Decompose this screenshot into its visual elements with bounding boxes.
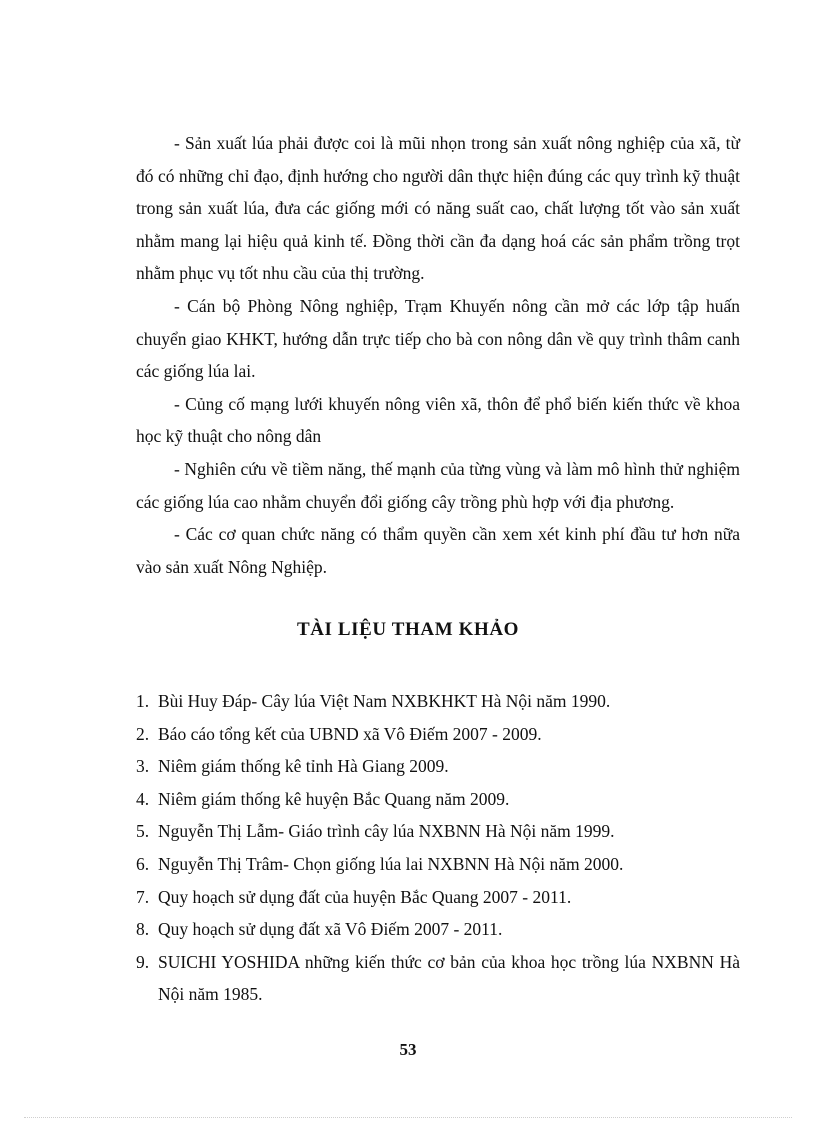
reference-item xyxy=(136,750,740,783)
paragraph: - Cán bộ Phòng Nông nghiệp, Trạm Khuyến nông cần mở các lớp tập huấn chuyển giao KHKT, hướng dẫn trực tiếp cho bà con nông dân về quy trình thâm canh các giống lúa lai. xyxy=(136,295,740,382)
reference-item xyxy=(136,848,740,881)
reference-item xyxy=(136,685,740,718)
reference-item xyxy=(136,718,740,751)
reference-item xyxy=(136,913,740,946)
reference-number: 3. xyxy=(136,756,150,777)
recommendations-section xyxy=(136,127,740,583)
reference-item xyxy=(136,815,740,848)
reference-number: 5. xyxy=(136,821,150,842)
paragraph: - Nghiên cứu về tiềm năng, thế mạnh của từng vùng và làm mô hình thử nghiệm các giống lúa cao nhằm chuyển đổi giống cây trồng phù hợp với địa phương. xyxy=(136,458,740,512)
reference-text: Niêm giám thống kê huyện Bắc Quang năm 2009. xyxy=(158,788,510,809)
references-heading: TÀI LIỆU THAM KHẢO xyxy=(296,619,520,640)
reference-number: 1. xyxy=(136,691,150,711)
reference-number: 6. xyxy=(136,853,150,874)
reference-text: Nguyễn Thị Trâm- Chọn giống lúa lai NXBNN Hà Nội năm 2000. xyxy=(158,853,624,874)
reference-text: Nguyễn Thị Lẫm- Giáo trình cây lúa NXBNN Hà Nội năm 1999. xyxy=(158,821,615,842)
page-number: 53 xyxy=(399,1040,417,1059)
reference-text: Báo cáo tổng kết của UBND xã Vô Điếm 2007 - 2009. xyxy=(158,723,542,744)
page-bottom-divider xyxy=(24,1117,792,1118)
paragraph: - Sản xuất lúa phải được coi là mũi nhọn trong sản xuất nông nghiệp của xã, từ đó có những chỉ đạo, định hướng cho người dân thực hiện đúng các quy trình kỹ thuật trong sản xuất lúa, đưa các giống mới có năng suất cao, chất lượng tốt vào sản xuất nhằm mang lại hiệu quả kinh tế. Đồng thời cần đa dạng hoá các sản phẩm trồng trọt nhằm phục vụ tốt nhu cầu của thị trường. xyxy=(136,133,740,284)
reference-text: SUICHI YOSHIDA những kiến thức cơ bản của khoa học trồng lúa NXBNN Hà Nội năm 1985. xyxy=(158,951,740,1005)
reference-text: Bùi Huy Đáp- Cây lúa Việt Nam NXBKHKT Hà Nội năm 1990. xyxy=(158,691,611,711)
reference-text: Niêm giám thống kê tỉnh Hà Giang 2009. xyxy=(158,756,449,777)
reference-number: 2. xyxy=(136,723,150,744)
reference-number: 8. xyxy=(136,919,150,940)
reference-text: Quy hoạch sử dụng đất xã Vô Điếm 2007 - 2011. xyxy=(158,919,503,940)
paragraph: - Củng cố mạng lưới khuyến nông viên xã, thôn để phổ biến kiến thức về khoa học kỹ thuật cho nông dân xyxy=(136,393,740,447)
reference-item xyxy=(136,881,740,914)
reference-number: 4. xyxy=(136,788,150,809)
reference-item xyxy=(136,946,740,1011)
paragraph: - Các cơ quan chức năng có thẩm quyền cần xem xét kinh phí đầu tư hơn nữa vào sản xuất Nông Nghiệp. xyxy=(136,524,740,577)
reference-text: Quy hoạch sử dụng đất của huyện Bắc Quang 2007 - 2011. xyxy=(158,886,572,907)
reference-item xyxy=(136,783,740,816)
reference-number: 9. xyxy=(136,951,150,972)
reference-number: 7. xyxy=(136,886,150,907)
reference-list xyxy=(136,685,740,1011)
